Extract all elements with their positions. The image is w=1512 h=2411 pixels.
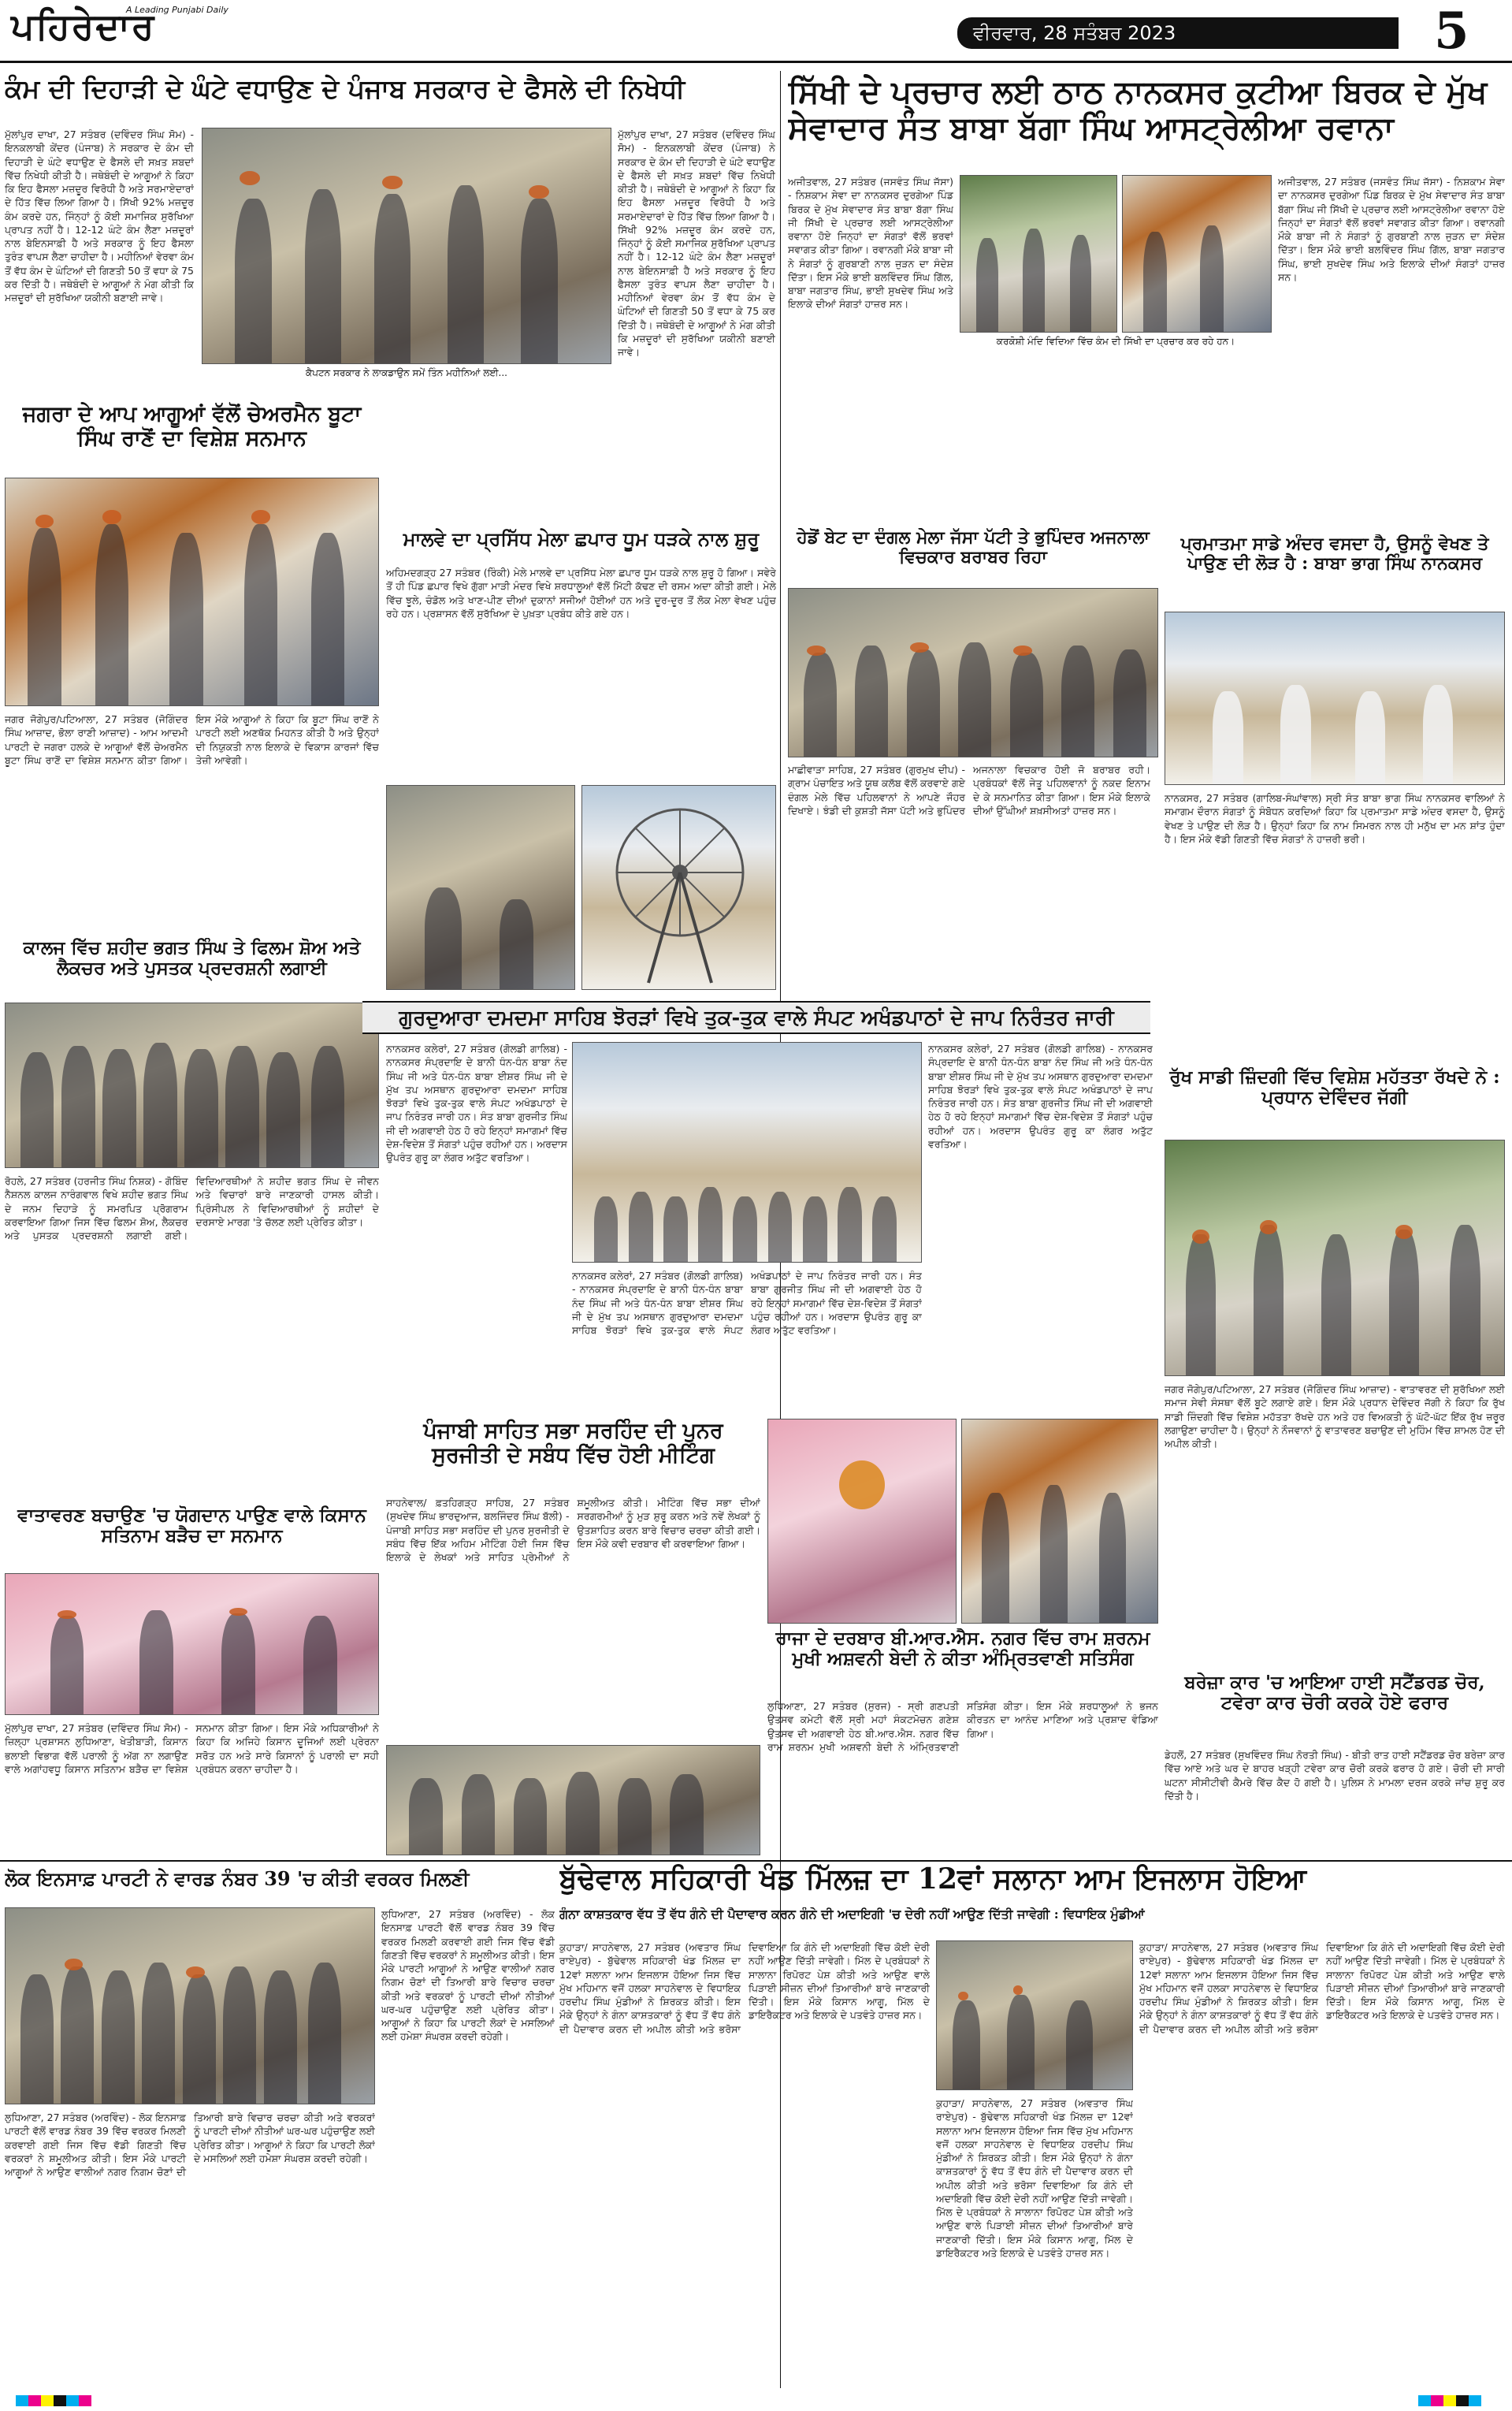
story-12-body bbox=[767, 1699, 1158, 1855]
story-headline: ਪੰਜਾਬੀ ਸਾਹਿਤ ਸਭਾ ਸਰਹਿੰਦ ਦੀ ਪੁਨਰ ਸੁਰਜੀਤੀ ਦੇ ਸਬੰਧ ਵਿੱਚ ਹੋਈ ਮੀਟਿੰਗ bbox=[423, 1419, 723, 1468]
story-15-body-cont-2 bbox=[1139, 1940, 1505, 2387]
color-registration-bar bbox=[16, 2394, 91, 2405]
story-9-photo bbox=[1165, 1140, 1505, 1376]
story-5-photo bbox=[788, 588, 1158, 757]
photo-caption: ਕੈਪਟਨ ਸਰਕਾਰ ਨੇ ਲਾਕਡਾਉਨ ਸਮੇਂ ਤਿੰਨ ਮਹੀਨਿਆਂ ਲਈ... bbox=[202, 367, 611, 396]
page-number: 5 bbox=[1434, 2, 1469, 61]
story-15-subhead-box bbox=[559, 1907, 1505, 1934]
story-14-photo bbox=[5, 1907, 375, 2104]
story-headline: ਮਾਲਵੇ ਦਾ ਪ੍ਰਸਿੱਧ ਮੇਲਾ ਛਪਾਰ ਧੂਮ ਧੜਕੇ ਨਾਲ ਸ਼ੁਰੂ bbox=[403, 528, 760, 550]
ferris-wheel-icon bbox=[582, 786, 776, 990]
story-text: ਰੋਹਲੇ, 27 ਸਤੰਬਰ (ਹਰਜੀਤ ਸਿੰਘ ਨਿਸ਼ਕ) - ਗੋਬਿੰਦ ਨੈਸ਼ਨਲ ਕਾਲਜ ਨਾਰੰਗਵਾਲ ਵਿਖੇ ਸ਼ਹੀਦ ਭਗਤ ਸਿੰਘ ਦੇ ਜਨਮ ਦਿਹਾੜੇ ਨੂੰ ਸਮਰਪਿਤ ਪ੍ਰੋਗਰਾਮ ਕਰਵਾਇਆ ਗਿਆ ਜਿਸ ਵਿੱਚ ਫਿਲਮ ਸ਼ੋਅ, ਲੈਕਚਰ ਅਤੇ ਪੁਸਤਕ ਪ੍ਰਦਰਸ਼ਨੀ ਲਗਾਈ ਗਈ। ਵਿਦਿਆਰਥੀਆਂ ਨੇ ਸ਼ਹੀਦ ਭਗਤ ਸਿੰਘ ਦੇ ਜੀਵਨ ਅਤੇ ਵਿਚਾਰਾਂ ਬਾਰੇ ਜਾਣਕਾਰੀ ਹਾਸਲ ਕੀਤੀ। ਪ੍ਰਿੰਸੀਪਲ ਨੇ ਵਿਦਿਆਰਥੀਆਂ ਨੂੰ ਸ਼ਹੀਦਾਂ ਦੇ ਦਰਸਾਏ ਮਾਰਗ 'ਤੇ ਚੱਲਣ ਲਈ ਪ੍ਰੇਰਿਤ ਕੀਤਾ। bbox=[5, 1175, 379, 1241]
story-headline: ਹੇਡੋਂ ਬੇਟ ਦਾ ਦੰਗਲ ਮੇਲਾ ਜੱਸਾ ਪੱਟੀ ਤੇ ਭੁਪਿੰਦਰ ਅਜਨਾਲਾ ਵਿਚਕਾਰ ਬਰਾਬਰ ਰਿਹਾ bbox=[797, 528, 1150, 568]
story-8-body-cont bbox=[572, 1269, 922, 1412]
story-text: ਅਜੀਤਵਾਲ, 27 ਸਤੰਬਰ (ਜਸਵੰਤ ਸਿੰਘ ਜੱਸਾ) - ਨਿਸ਼ਕਾਮ ਸੇਵਾ ਦਾ ਨਾਨਕਸਰ ਦੁਰਗੇਆ ਪਿੰਡ ਬਿਰਕ ਦੇ ਮੁੱਖ ਸੇਵਾਦਾਰ ਸੰਤ ਬਾਬਾ ਬੱਗਾ ਸਿੰਘ ਜੀ ਸਿੱਖੀ ਦੇ ਪ੍ਰਚਾਰ ਲਈ ਆਸਟ੍ਰੇਲੀਆ ਰਵਾਨਾ ਹੋਏ ਜਿਨ੍ਹਾਂ ਦਾ ਸੰਗਤਾਂ ਵੱਲੋਂ ਭਰਵਾਂ ਸਵਾਗਤ ਕੀਤਾ ਗਿਆ। ਰਵਾਨਗੀ ਮੌਕੇ ਬਾਬਾ ਜੀ ਨੇ ਸੰਗਤਾਂ ਨੂੰ ਗੁਰਬਾਣੀ ਨਾਲ ਜੁੜਨ ਦਾ ਸੰਦੇਸ਼ ਦਿੱਤਾ। ਇਸ ਮੌਕੇ ਭਾਈ ਬਲਵਿੰਦਰ ਸਿੰਘ ਗਿੱਲ, ਬਾਬਾ ਜਗਤਾਰ ਸਿੰਘ, ਭਾਈ ਸੁਖਦੇਵ ਸਿੰਘ ਅਤੇ ਇਲਾਕੇ ਦੀਆਂ ਸੰਗਤਾਂ ਹਾਜ਼ਰ ਸਨ। bbox=[1278, 176, 1505, 283]
story-7-headline-box bbox=[5, 938, 379, 998]
story-8-banner bbox=[362, 1001, 1150, 1034]
story-5-headline-box bbox=[788, 528, 1158, 583]
story-1-body-cont bbox=[618, 128, 775, 396]
story-headline: ਕਾਲਜ ਵਿੱਚ ਸ਼ਹੀਦ ਭਗਤ ਸਿੰਘ ਤੇ ਫਿਲਮ ਸ਼ੋਅ ਅਤੇ ਲੈਕਚਰ ਅਤੇ ਪੁਸਤਕ ਪ੍ਰਦਰਸ਼ਨੀ ਲਗਾਈ bbox=[23, 938, 361, 980]
story-14-headline-box bbox=[5, 1868, 548, 1903]
story-headline: ਸਿੱਖੀ ਦੇ ਪ੍ਰਚਾਰ ਲਈ ਠਾਠ ਨਾਨਕਸਰ ਕੁਟੀਆ ਬਿਰਕ ਦੇ ਮੁੱਖ ਸੇਵਾਦਾਰ ਸੰਤ ਬਾਬਾ ਬੱਗਾ ਸਿੰਘ ਆਸਟ੍ਰੇਲੀਆ ਰਵਾਨਾ bbox=[788, 74, 1488, 147]
story-9-body bbox=[1165, 1382, 1505, 1666]
story-text: ਲੁਧਿਆਣਾ, 27 ਸਤੰਬਰ (ਅਰਵਿੰਦ) - ਲੋਕ ਇਨਸਾਫ਼ ਪਾਰਟੀ ਵੱਲੋਂ ਵਾਰਡ ਨੰਬਰ 39 ਵਿੱਚ ਵਰਕਰ ਮਿਲਣੀ ਕਰਵਾਈ ਗਈ ਜਿਸ ਵਿੱਚ ਵੱਡੀ ਗਿਣਤੀ ਵਿੱਚ ਵਰਕਰਾਂ ਨੇ ਸ਼ਮੂਲੀਅਤ ਕੀਤੀ। ਇਸ ਮੌਕੇ ਪਾਰਟੀ ਆਗੂਆਂ ਨੇ ਆਉਣ ਵਾਲੀਆਂ ਨਗਰ ਨਿਗਮ ਚੋਣਾਂ ਦੀ ਤਿਆਰੀ ਬਾਰੇ ਵਿਚਾਰ ਚਰਚਾ ਕੀਤੀ ਅਤੇ ਵਰਕਰਾਂ ਨੂੰ ਪਾਰਟੀ ਦੀਆਂ ਨੀਤੀਆਂ ਘਰ-ਘਰ ਪਹੁੰਚਾਉਣ ਲਈ ਪ੍ਰੇਰਿਤ ਕੀਤਾ। ਆਗੂਆਂ ਨੇ ਕਿਹਾ ਕਿ ਪਾਰਟੀ ਲੋਕਾਂ ਦੇ ਮਸਲਿਆਂ ਲਈ ਹਮੇਸ਼ਾ ਸੰਘਰਸ਼ ਕਰਦੀ ਰਹੇਗੀ। bbox=[5, 2111, 375, 2178]
story-text: ਮੁੱਲਾਂਪੁਰ ਦਾਖਾ, 27 ਸਤੰਬਰ (ਦਵਿੰਦਰ ਸਿੰਘ ਸੋਮ) - ਜ਼ਿਲ੍ਹਾ ਪ੍ਰਸ਼ਾਸਨ ਲੁਧਿਆਣਾ, ਖੇਤੀਬਾੜੀ, ਕਿਸਾਨ ਭਲਾਈ ਵਿਭਾਗ ਵੱਲੋਂ ਪਰਾਲੀ ਨੂੰ ਅੱਗ ਨਾ ਲਗਾਉਣ ਵਾਲੇ ਅਗਾਂਹਵਧੂ ਕਿਸਾਨ ਸਤਿਨਾਮ ਬੜੈਚ ਦਾ ਵਿਸ਼ੇਸ਼ ਸਨਮਾਨ ਕੀਤਾ ਗਿਆ। ਇਸ ਮੌਕੇ ਅਧਿਕਾਰੀਆਂ ਨੇ ਕਿਹਾ ਕਿ ਅਜਿਹੇ ਕਿਸਾਨ ਦੂਜਿਆਂ ਲਈ ਪ੍ਰੇਰਨਾ ਸਰੋਤ ਹਨ ਅਤੇ ਸਾਰੇ ਕਿਸਾਨਾਂ ਨੂੰ ਪਰਾਲੀ ਦਾ ਸਹੀ ਪ੍ਰਬੰਧਨ ਕਰਨਾ ਚਾਹੀਦਾ ਹੈ। bbox=[5, 1722, 379, 1775]
story-text: ਮਾਛੀਵਾੜਾ ਸਾਹਿਬ, 27 ਸਤੰਬਰ (ਗੁਰਮੁਖ ਦੀਪ) - ਗ੍ਰਾਮ ਪੰਚਾਇਤ ਅਤੇ ਯੂਥ ਕਲੱਬ ਵੱਲੋਂ ਕਰਵਾਏ ਗਏ ਦੰਗਲ ਮੇਲੇ ਵਿੱਚ ਪਹਿਲਵਾਨਾਂ ਨੇ ਆਪਣੇ ਜੌਹਰ ਦਿਖਾਏ। ਝੰਡੀ ਦੀ ਕੁਸ਼ਤੀ ਜੱਸਾ ਪੱਟੀ ਅਤੇ ਭੁਪਿੰਦਰ ਅਜਨਾਲਾ ਵਿਚਕਾਰ ਹੋਈ ਜੋ ਬਰਾਬਰ ਰਹੀ। ਪ੍ਰਬੰਧਕਾਂ ਵੱਲੋਂ ਜੇਤੂ ਪਹਿਲਵਾਨਾਂ ਨੂੰ ਨਕਦ ਇਨਾਮ ਦੇ ਕੇ ਸਨਮਾਨਿਤ ਕੀਤਾ ਗਿਆ। ਇਸ ਮੌਕੇ ਇਲਾਕੇ ਦੀਆਂ ਉੱਘੀਆਂ ਸ਼ਖ਼ਸੀਅਤਾਂ ਹਾਜ਼ਰ ਸਨ। bbox=[788, 764, 1150, 817]
story-headline: ਲੋਕ ਇਨਸਾਫ਼ ਪਾਰਟੀ ਨੇ ਵਾਰਡ ਨੰਬਰ 39 'ਚ ਕੀਤੀ ਵਰਕਰ ਮਿਲਣੀ bbox=[5, 1868, 470, 1890]
story-headline: ਗੁਰਦੁਆਰਾ ਦਮਦਮਾ ਸਾਹਿਬ ਝੋਰੜਾਂ ਵਿਖੇ ਤੁਕ-ਤੁਕ ਵਾਲੇ ਸੰਪਟ ਅਖੰਡਪਾਠਾਂ ਦੇ ਜਾਪ ਨਿਰੰਤਰ ਜਾਰੀ bbox=[399, 1006, 1114, 1030]
story-1-photo bbox=[202, 128, 611, 364]
story-11-headline-box bbox=[5, 1505, 379, 1568]
story-3-photo bbox=[5, 478, 379, 706]
story-14-body bbox=[5, 2111, 375, 2387]
story-2-body-cont bbox=[1278, 175, 1505, 522]
story-4-headline-box bbox=[386, 528, 776, 563]
story-text: ਮੁੱਲਾਂਪੁਰ ਦਾਖਾ, 27 ਸਤੰਬਰ (ਦਵਿੰਦਰ ਸਿੰਘ ਸੋਮ) - ਇਨਕਲਾਬੀ ਕੇਂਦਰ (ਪੰਜਾਬ) ਨੇ ਸਰਕਾਰ ਦੇ ਕੰਮ ਦੀ ਦਿਹਾੜੀ ਦੇ ਘੰਟੇ ਵਧਾਉਣ ਦੇ ਫੈਸਲੇ ਦੀ ਸਖ਼ਤ ਸ਼ਬਦਾਂ ਵਿੱਚ ਨਿਖੇਧੀ ਕੀਤੀ ਹੈ। ਜਥੇਬੰਦੀ ਦੇ ਆਗੂਆਂ ਨੇ ਕਿਹਾ ਕਿ ਇਹ ਫੈਸਲਾ ਮਜ਼ਦੂਰ ਵਿਰੋਧੀ ਹੈ ਅਤੇ ਸਰਮਾਏਦਾਰਾਂ ਦੇ ਹਿੱਤ ਵਿੱਚ ਲਿਆ ਗਿਆ ਹੈ। ਸਿੱਖੀ 92% ਮਜ਼ਦੂਰ ਕੰਮ ਕਰਦੇ ਹਨ, ਜਿੰਨ੍ਹਾਂ ਨੂੰ ਕੋਈ ਸਮਾਜਿਕ ਸੁਰੱਖਿਆ ਪ੍ਰਾਪਤ ਨਹੀਂ ਹੈ। 12-12 ਘੰਟੇ ਕੰਮ ਲੈਣਾ ਮਜ਼ਦੂਰਾਂ ਨਾਲ ਬੇਇਨਸਾਫ਼ੀ ਹੈ ਅਤੇ ਸਰਕਾਰ ਨੂੰ ਇਹ ਫੈਸਲਾ ਤੁਰੰਤ ਵਾਪਸ ਲੈਣਾ ਚਾਹੀਦਾ ਹੈ। ਮਹੀਨਿਆਂ ਵੇਰਵਾ ਕੰਮ ਤੋਂ ਵੱਧ ਕੰਮ ਦੇ ਘੰਟਿਆਂ ਦੀ ਗਿਣਤੀ 50 ਤੋਂ ਵਧਾ ਕੇ 75 ਕਰ ਦਿੱਤੀ ਹੈ। ਜਥੇਬੰਦੀ ਦੇ ਆਗੂਆਂ ਨੇ ਮੰਗ ਕੀਤੀ ਕਿ ਮਜ਼ਦੂਰਾਂ ਦੀ ਸੁਰੱਖਿਆ ਯਕੀਨੀ ਬਣਾਈ ਜਾਵੇ। bbox=[5, 128, 194, 303]
story-headline: ਬੁੱਢੇਵਾਲ ਸਹਿਕਾਰੀ ਖੰਡ ਮਿੱਲਜ਼ ਦਾ 12ਵਾਂ ਸਲਾਨਾ ਆਮ ਇਜਲਾਸ ਹੋਇਆ bbox=[559, 1863, 1307, 1896]
story-11-photo bbox=[5, 1573, 379, 1715]
story-11-body bbox=[5, 1721, 379, 1855]
story-2-headline-box bbox=[788, 74, 1505, 169]
story-15-body bbox=[559, 1940, 930, 2387]
story-2-photo-2 bbox=[1122, 175, 1272, 333]
story-headline: ਜਗਰਾ ਦੇ ਆਪ ਆਗੂਆਂ ਵੱਲੋਂ ਚੇਅਰਮੈਨ ਬੂਟਾ ਸਿੰਘ ਰਾਣੋਂ ਦਾ ਵਿਸ਼ੇਸ਼ ਸਨਮਾਨ bbox=[22, 402, 362, 452]
story-7-body bbox=[5, 1174, 379, 1498]
color-registration-bar bbox=[1418, 2394, 1481, 2405]
story-12-photo-event bbox=[961, 1419, 1158, 1624]
story-text: ਜਗਰ ਜੋਗੇਪੁਰ/ਪਟਿਆਲਾ, 27 ਸਤੰਬਰ (ਜੋਗਿੰਦਰ ਸਿੰਘ ਆਜ਼ਾਦ, ਭੋਲਾ ਰਾਣੀ ਆਜ਼ਾਦ) - ਆਮ ਆਦਮੀ ਪਾਰਟੀ ਦੇ ਜਗਰਾ ਹਲਕੇ ਦੇ ਆਗੂਆਂ ਵੱਲੋਂ ਚੇਅਰਮੈਨ ਬੂਟਾ ਸਿੰਘ ਰਾਣੋਂ ਦਾ ਵਿਸ਼ੇਸ਼ ਸਨਮਾਨ ਕੀਤਾ ਗਿਆ। ਇਸ ਮੌਕੇ ਆਗੂਆਂ ਨੇ ਕਿਹਾ ਕਿ ਬੂਟਾ ਸਿੰਘ ਰਾਣੋਂ ਨੇ ਪਾਰਟੀ ਲਈ ਅਣਥੱਕ ਮਿਹਨਤ ਕੀਤੀ ਹੈ ਅਤੇ ਉਨ੍ਹਾਂ ਦੀ ਨਿਯੁਕਤੀ ਨਾਲ ਇਲਾਕੇ ਦੇ ਵਿਕਾਸ ਕਾਰਜਾਂ ਵਿੱਚ ਤੇਜ਼ੀ ਆਵੇਗੀ। bbox=[5, 713, 379, 766]
story-text: ਨਾਨਕਸਰ ਕਲੇਰਾਂ, 27 ਸਤੰਬਰ (ਗੋਲਡੀ ਗਾਲਿਬ) - ਨਾਨਕਸਰ ਸੰਪ੍ਰਦਾਇ ਦੇ ਬਾਨੀ ਧੰਨ-ਧੰਨ ਬਾਬਾ ਨੰਦ ਸਿੰਘ ਜੀ ਅਤੇ ਧੰਨ-ਧੰਨ ਬਾਬਾ ਈਸ਼ਰ ਸਿੰਘ ਜੀ ਦੇ ਮੁੱਖ ਤਪ ਅਸਥਾਨ ਗੁਰਦੁਆਰਾ ਦਮਦਮਾ ਸਾਹਿਬ ਝੋਰੜਾਂ ਵਿਖੇ ਤੁਕ-ਤੁਕ ਵਾਲੇ ਸੰਪਟ ਅਖੰਡਪਾਠਾਂ ਦੇ ਜਾਪ ਨਿਰੰਤਰ ਜਾਰੀ ਹਨ। ਸੰਤ ਬਾਬਾ ਗੁਰਜੀਤ ਸਿੰਘ ਜੀ ਦੀ ਅਗਵਾਈ ਹੇਠ ਹੋ ਰਹੇ ਇਨ੍ਹਾਂ ਸਮਾਗਮਾਂ ਵਿੱਚ ਦੇਸ਼-ਵਿਦੇਸ਼ ਤੋਂ ਸੰਗਤਾਂ ਪਹੁੰਚ ਰਹੀਆਂ ਹਨ। ਅਰਦਾਸ ਉਪਰੰਤ ਗੁਰੂ ਕਾ ਲੰਗਰ ਅਤੁੱਟ ਵਰਤਿਆ। bbox=[386, 1043, 567, 1163]
story-3-headline-box bbox=[5, 402, 379, 473]
story-text: ਡੇਹਲੋਂ, 27 ਸਤੰਬਰ (ਸੁਖਵਿੰਦਰ ਸਿੰਘ ਨੋਰਤੀ ਸਿੰਘ) - ਬੀਤੀ ਰਾਤ ਹਾਈ ਸਟੈਂਡਰਡ ਚੋਰ ਬਰੇਜ਼ਾ ਕਾਰ ਵਿੱਚ ਆਏ ਅਤੇ ਘਰ ਦੇ ਬਾਹਰ ਖੜ੍ਹੀ ਟਵੇਰਾ ਕਾਰ ਚੋਰੀ ਕਰਕੇ ਫਰਾਰ ਹੋ ਗਏ। ਚੋਰੀ ਦੀ ਸਾਰੀ ਘਟਨਾ ਸੀਸੀਟੀਵੀ ਕੈਮਰੇ ਵਿੱਚ ਕੈਦ ਹੋ ਗਈ ਹੈ। ਪੁਲਿਸ ਨੇ ਮਾਮਲਾ ਦਰਜ ਕਰਕੇ ਜਾਂਚ ਸ਼ੁਰੂ ਕਰ ਦਿੱਤੀ ਹੈ। bbox=[1165, 1749, 1505, 1802]
story-12-photo-idol bbox=[767, 1419, 957, 1624]
story-10-headline-box bbox=[386, 1419, 760, 1491]
photo-caption: ਕਰਕੋਸ਼ੀ ਮੰਦਿ ਵਿਦਿਆ ਵਿੱਚ ਕੰਮ ਦੀ ਸਿੱਖੀ ਦਾ ਪ੍ਰਚਾਰ ਕਰ ਰਹੇ ਹਨ। bbox=[960, 336, 1272, 364]
story-1-body bbox=[5, 128, 194, 396]
story-1-headline-box bbox=[5, 74, 773, 120]
story-text: ਕੁਹਾੜਾ/ ਸਾਹਨੇਵਾਲ, 27 ਸਤੰਬਰ (ਅਵਤਾਰ ਸਿੰਘ ਰਾਏਪੁਰ) - ਬੁੱਢੇਵਾਲ ਸਹਿਕਾਰੀ ਖੰਡ ਮਿੱਲਜ਼ ਦਾ 12ਵਾਂ ਸਲਾਨਾ ਆਮ ਇਜਲਾਸ ਹੋਇਆ ਜਿਸ ਵਿੱਚ ਮੁੱਖ ਮਹਿਮਾਨ ਵਜੋਂ ਹਲਕਾ ਸਾਹਨੇਵਾਲ ਦੇ ਵਿਧਾਇਕ ਹਰਦੀਪ ਸਿੰਘ ਮੁੰਡੀਆਂ ਨੇ ਸ਼ਿਰਕਤ ਕੀਤੀ। ਇਸ ਮੌਕੇ ਉਨ੍ਹਾਂ ਨੇ ਗੰਨਾ ਕਾਸ਼ਤਕਾਰਾਂ ਨੂੰ ਵੱਧ ਤੋਂ ਵੱਧ ਗੰਨੇ ਦੀ ਪੈਦਾਵਾਰ ਕਰਨ ਦੀ ਅਪੀਲ ਕੀਤੀ ਅਤੇ ਭਰੋਸਾ ਦਿਵਾਇਆ ਕਿ ਗੰਨੇ ਦੀ ਅਦਾਇਗੀ ਵਿੱਚ ਕੋਈ ਦੇਰੀ ਨਹੀਂ ਆਉਣ ਦਿੱਤੀ ਜਾਵੇਗੀ। ਮਿੱਲ ਦੇ ਪ੍ਰਬੰਧਕਾਂ ਨੇ ਸਾਲਾਨਾ ਰਿਪੋਰਟ ਪੇਸ਼ ਕੀਤੀ ਅਤੇ ਆਉਣ ਵਾਲੇ ਪਿੜਾਈ ਸੀਜ਼ਨ ਦੀਆਂ ਤਿਆਰੀਆਂ ਬਾਰੇ ਜਾਣਕਾਰੀ ਦਿੱਤੀ। ਇਸ ਮੌਕੇ ਕਿਸਾਨ ਆਗੂ, ਮਿੱਲ ਦੇ ਡਾਇਰੈਕਟਰ ਅਤੇ ਇਲਾਕੇ ਦੇ ਪਤਵੰਤੇ ਹਾਜ਼ਰ ਸਨ। bbox=[936, 2097, 1133, 2259]
newspaper-logo: ਪਹਿਰੇਦਾਰ bbox=[11, 5, 156, 47]
issue-date: ਵੀਰਵਾਰ, 28 ਸਤੰਬਰ 2023 bbox=[957, 17, 1399, 49]
story-4-photo-ferris-wheel bbox=[581, 785, 776, 990]
story-text: ਮੁੱਲਾਂਪੁਰ ਦਾਖਾ, 27 ਸਤੰਬਰ (ਦਵਿੰਦਰ ਸਿੰਘ ਸੋਮ) - ਇਨਕਲਾਬੀ ਕੇਂਦਰ (ਪੰਜਾਬ) ਨੇ ਸਰਕਾਰ ਦੇ ਕੰਮ ਦੀ ਦਿਹਾੜੀ ਦੇ ਘੰਟੇ ਵਧਾਉਣ ਦੇ ਫੈਸਲੇ ਦੀ ਸਖ਼ਤ ਸ਼ਬਦਾਂ ਵਿੱਚ ਨਿਖੇਧੀ ਕੀਤੀ ਹੈ। ਜਥੇਬੰਦੀ ਦੇ ਆਗੂਆਂ ਨੇ ਕਿਹਾ ਕਿ ਇਹ ਫੈਸਲਾ ਮਜ਼ਦੂਰ ਵਿਰੋਧੀ ਹੈ ਅਤੇ ਸਰਮਾਏਦਾਰਾਂ ਦੇ ਹਿੱਤ ਵਿੱਚ ਲਿਆ ਗਿਆ ਹੈ। ਸਿੱਖੀ 92% ਮਜ਼ਦੂਰ ਕੰਮ ਕਰਦੇ ਹਨ, ਜਿੰਨ੍ਹਾਂ ਨੂੰ ਕੋਈ ਸਮਾਜਿਕ ਸੁਰੱਖਿਆ ਪ੍ਰਾਪਤ ਨਹੀਂ ਹੈ। 12-12 ਘੰਟੇ ਕੰਮ ਲੈਣਾ ਮਜ਼ਦੂਰਾਂ ਨਾਲ ਬੇਇਨਸਾਫ਼ੀ ਹੈ ਅਤੇ ਸਰਕਾਰ ਨੂੰ ਇਹ ਫੈਸਲਾ ਤੁਰੰਤ ਵਾਪਸ ਲੈਣਾ ਚਾਹੀਦਾ ਹੈ। ਮਹੀਨਿਆਂ ਵੇਰਵਾ ਕੰਮ ਤੋਂ ਵੱਧ ਕੰਮ ਦੇ ਘੰਟਿਆਂ ਦੀ ਗਿਣਤੀ 50 ਤੋਂ ਵਧਾ ਕੇ 75 ਕਰ ਦਿੱਤੀ ਹੈ। ਜਥੇਬੰਦੀ ਦੇ ਆਗੂਆਂ ਨੇ ਮੰਗ ਕੀਤੀ ਕਿ ਮਜ਼ਦੂਰਾਂ ਦੀ ਸੁਰੱਖਿਆ ਯਕੀਨੀ ਬਣਾਈ ਜਾਵੇ। bbox=[618, 128, 775, 358]
story-headline: ਕੰਮ ਦੀ ਦਿਹਾੜੀ ਦੇ ਘੰਟੇ ਵਧਾਉਣ ਦੇ ਪੰਜਾਬ ਸਰਕਾਰ ਦੇ ਫੈਸਲੇ ਦੀ ਨਿਖੇਧੀ bbox=[5, 74, 685, 104]
story-15-photo bbox=[936, 1940, 1133, 2090]
story-3-body bbox=[5, 713, 379, 933]
story-8-body-cont-2 bbox=[928, 1042, 1153, 1412]
story-4-photo-crowd bbox=[386, 785, 575, 990]
story-text: ਨਾਨਕਸਰ, 27 ਸਤੰਬਰ (ਗਾਲਿਬ-ਸੰਘਾਂਵਾਲ) ਸ੍ਰੀ ਸੰਤ ਬਾਬਾ ਭਾਗ ਸਿੰਘ ਨਾਨਕਸਰ ਵਾਲਿਆਂ ਨੇ ਸਮਾਗਮ ਦੌਰਾਨ ਸੰਗਤਾਂ ਨੂੰ ਸੰਬੋਧਨ ਕਰਦਿਆਂ ਕਿਹਾ ਕਿ ਪ੍ਰਮਾਤਮਾ ਸਾਡੇ ਅੰਦਰ ਵਸਦਾ ਹੈ, ਉਸਨੂੰ ਵੇਖਣ ਤੇ ਪਾਉਣ ਦੀ ਲੋੜ ਹੈ। ਉਨ੍ਹਾਂ ਕਿਹਾ ਕਿ ਨਾਮ ਸਿਮਰਨ ਨਾਲ ਹੀ ਮਨੁੱਖ ਦਾ ਮਨ ਸ਼ਾਂਤ ਹੁੰਦਾ ਹੈ। ਇਸ ਮੌਕੇ ਵੱਡੀ ਗਿਣਤੀ ਵਿੱਚ ਸੰਗਤਾਂ ਨੇ ਹਾਜ਼ਰੀ ਭਰੀ। bbox=[1165, 792, 1505, 845]
story-headline: ਪ੍ਰਮਾਤਮਾ ਸਾਡੇ ਅੰਦਰ ਵਸਦਾ ਹੈ, ਉਸਨੂੰ ਵੇਖਣ ਤੇ ਪਾਉਣ ਦੀ ਲੋੜ ਹੈ : ਬਾਬਾ ਭਾਗ ਸਿੰਘ ਨਾਨਕਸਰ bbox=[1180, 534, 1489, 575]
story-6-headline-box bbox=[1165, 534, 1505, 607]
story-13-headline-box bbox=[1165, 1672, 1505, 1743]
story-text: ਲੁਧਿਆਣਾ, 27 ਸਤੰਬਰ (ਸੁਰਜ) - ਸ੍ਰੀ ਗਣਪਤੀ ਉਤਸਵ ਕਮੇਟੀ ਵੱਲੋਂ ਸ੍ਰੀ ਮਹਾਂ ਸੰਕਟਮੋਚਨ ਗਣੇਸ਼ ਉਤਸਵ ਦੀ ਅਗਵਾਈ ਹੇਠ ਬੀ.ਆਰ.ਐਸ. ਨਗਰ ਵਿੱਚ ਰਾਮ ਸ਼ਰਨਮ ਮੁਖੀ ਅਸ਼ਵਨੀ ਬੇਦੀ ਨੇ ਅੰਮ੍ਰਿਤਵਾਣੀ ਸਤਿਸੰਗ ਕੀਤਾ। ਇਸ ਮੌਕੇ ਸ਼ਰਧਾਲੂਆਂ ਨੇ ਭਜਨ ਕੀਰਤਨ ਦਾ ਆਨੰਦ ਮਾਣਿਆ ਅਤੇ ਪ੍ਰਸ਼ਾਦ ਵੰਡਿਆ ਗਿਆ। bbox=[767, 1700, 1158, 1753]
story-text: ਜਗਰ ਜੋਗੇਪੁਰ/ਪਟਿਆਲਾ, 27 ਸਤੰਬਰ (ਜੋਗਿੰਦਰ ਸਿੰਘ ਆਜ਼ਾਦ) - ਵਾਤਾਵਰਣ ਦੀ ਸੁਰੱਖਿਆ ਲਈ ਸਮਾਜ ਸੇਵੀ ਸੰਸਥਾ ਵੱਲੋਂ ਬੂਟੇ ਲਗਾਏ ਗਏ। ਇਸ ਮੌਕੇ ਪ੍ਰਧਾਨ ਦੇਵਿੰਦਰ ਜੱਗੀ ਨੇ ਕਿਹਾ ਕਿ ਰੁੱਖ ਸਾਡੀ ਜ਼ਿੰਦਗੀ ਵਿੱਚ ਵਿਸ਼ੇਸ਼ ਮਹੱਤਤਾ ਰੱਖਦੇ ਹਨ ਅਤੇ ਹਰ ਵਿਅਕਤੀ ਨੂੰ ਘੱਟੋ-ਘੱਟ ਇੱਕ ਰੁੱਖ ਜ਼ਰੂਰ ਲਗਾਉਣਾ ਚਾਹੀਦਾ ਹੈ। ਉਨ੍ਹਾਂ ਨੇ ਨੌਜਵਾਨਾਂ ਨੂੰ ਵਾਤਾਵਰਣ ਬਚਾਉਣ ਦੀ ਮੁਹਿੰਮ ਵਿੱਚ ਸ਼ਾਮਲ ਹੋਣ ਦੀ ਅਪੀਲ ਕੀਤੀ। bbox=[1165, 1383, 1505, 1449]
story-headline: ਰਾਜਾ ਦੇ ਦਰਬਾਰ ਬੀ.ਆਰ.ਐਸ. ਨਗਰ ਵਿੱਚ ਰਾਮ ਸ਼ਰਨਮ ਮੁਖੀ ਅਸ਼ਵਨੀ ਬੇਦੀ ਨੇ ਕੀਤਾ ਅੰਮ੍ਰਿਤਵਾਣੀ ਸਤਿਸੰਗ bbox=[775, 1628, 1150, 1670]
story-text: ਲੁਧਿਆਣਾ, 27 ਸਤੰਬਰ (ਅਰਵਿੰਦ) - ਲੋਕ ਇਨਸਾਫ਼ ਪਾਰਟੀ ਵੱਲੋਂ ਵਾਰਡ ਨੰਬਰ 39 ਵਿੱਚ ਵਰਕਰ ਮਿਲਣੀ ਕਰਵਾਈ ਗਈ ਜਿਸ ਵਿੱਚ ਵੱਡੀ ਗਿਣਤੀ ਵਿੱਚ ਵਰਕਰਾਂ ਨੇ ਸ਼ਮੂਲੀਅਤ ਕੀਤੀ। ਇਸ ਮੌਕੇ ਪਾਰਟੀ ਆਗੂਆਂ ਨੇ ਆਉਣ ਵਾਲੀਆਂ ਨਗਰ ਨਿਗਮ ਚੋਣਾਂ ਦੀ ਤਿਆਰੀ ਬਾਰੇ ਵਿਚਾਰ ਚਰਚਾ ਕੀਤੀ ਅਤੇ ਵਰਕਰਾਂ ਨੂੰ ਪਾਰਟੀ ਦੀਆਂ ਨੀਤੀਆਂ ਘਰ-ਘਰ ਪਹੁੰਚਾਉਣ ਲਈ ਪ੍ਰੇਰਿਤ ਕੀਤਾ। ਆਗੂਆਂ ਨੇ ਕਿਹਾ ਕਿ ਪਾਰਟੀ ਲੋਕਾਂ ਦੇ ਮਸਲਿਆਂ ਲਈ ਹਮੇਸ਼ਾ ਸੰਘਰਸ਼ ਕਰਦੀ ਰਹੇਗੀ। bbox=[381, 1908, 555, 2043]
masthead bbox=[0, 0, 1512, 63]
story-15-headline-box bbox=[559, 1863, 1505, 1904]
story-headline: ਬਰੇਜ਼ਾ ਕਾਰ 'ਚ ਆਇਆ ਹਾਈ ਸਟੈਂਡਰਡ ਚੋਰ, ਟਵੇਰਾ ਕਾਰ ਚੋਰੀ ਕਰਕੇ ਹੋਏ ਫਰਾਰ bbox=[1184, 1672, 1485, 1714]
story-8-body bbox=[386, 1042, 567, 1412]
story-8-photo bbox=[572, 1042, 922, 1263]
story-text: ਅਜੀਤਵਾਲ, 27 ਸਤੰਬਰ (ਜਸਵੰਤ ਸਿੰਘ ਜੱਸਾ) - ਨਿਸ਼ਕਾਮ ਸੇਵਾ ਦਾ ਨਾਨਕਸਰ ਦੁਰਗੇਆ ਪਿੰਡ ਬਿਰਕ ਦੇ ਮੁੱਖ ਸੇਵਾਦਾਰ ਸੰਤ ਬਾਬਾ ਬੱਗਾ ਸਿੰਘ ਜੀ ਸਿੱਖੀ ਦੇ ਪ੍ਰਚਾਰ ਲਈ ਆਸਟ੍ਰੇਲੀਆ ਰਵਾਨਾ ਹੋਏ ਜਿਨ੍ਹਾਂ ਦਾ ਸੰਗਤਾਂ ਵੱਲੋਂ ਭਰਵਾਂ ਸਵਾਗਤ ਕੀਤਾ ਗਿਆ। ਰਵਾਨਗੀ ਮੌਕੇ ਬਾਬਾ ਜੀ ਨੇ ਸੰਗਤਾਂ ਨੂੰ ਗੁਰਬਾਣੀ ਨਾਲ ਜੁੜਨ ਦਾ ਸੰਦੇਸ਼ ਦਿੱਤਾ। ਇਸ ਮੌਕੇ ਭਾਈ ਬਲਵਿੰਦਰ ਸਿੰਘ ਗਿੱਲ, ਬਾਬਾ ਜਗਤਾਰ ਸਿੰਘ, ਭਾਈ ਸੁਖਦੇਵ ਸਿੰਘ ਅਤੇ ਇਲਾਕੇ ਦੀਆਂ ਸੰਗਤਾਂ ਹਾਜ਼ਰ ਸਨ। bbox=[788, 176, 953, 311]
story-6-photo bbox=[1165, 612, 1505, 785]
story-2-body bbox=[788, 175, 953, 506]
story-text: ਸਾਹਨੇਵਾਲ/ ਫ਼ਤਹਿਗੜ੍ਹ ਸਾਹਿਬ, 27 ਸਤੰਬਰ (ਸੁਖਦੇਵ ਸਿੰਘ ਭਾਰਦੁਆਜ, ਬਲਜਿੰਦਰ ਸਿੰਘ ਬੱਲੀ) - ਪੰਜਾਬੀ ਸਾਹਿਤ ਸਭਾ ਸਰਹਿੰਦ ਦੀ ਪੁਨਰ ਸੁਰਜੀਤੀ ਦੇ ਸਬੰਧ ਵਿੱਚ ਇੱਕ ਅਹਿਮ ਮੀਟਿੰਗ ਹੋਈ ਜਿਸ ਵਿੱਚ ਇਲਾਕੇ ਦੇ ਲੇਖਕਾਂ ਅਤੇ ਸਾਹਿਤ ਪ੍ਰੇਮੀਆਂ ਨੇ ਸ਼ਮੂਲੀਅਤ ਕੀਤੀ। ਮੀਟਿੰਗ ਵਿੱਚ ਸਭਾ ਦੀਆਂ ਸਰਗਰਮੀਆਂ ਨੂੰ ਮੁੜ ਸ਼ੁਰੂ ਕਰਨ ਅਤੇ ਨਵੇਂ ਲੇਖਕਾਂ ਨੂੰ ਉਤਸ਼ਾਹਿਤ ਕਰਨ ਬਾਰੇ ਵਿਚਾਰ ਚਰਚਾ ਕੀਤੀ ਗਈ। ਇਸ ਮੌਕੇ ਕਵੀ ਦਰਬਾਰ ਵੀ ਕਰਵਾਇਆ ਗਿਆ। bbox=[386, 1497, 760, 1563]
story-9-headline-box bbox=[1165, 1067, 1505, 1135]
story-5-body bbox=[788, 763, 1150, 992]
story-4-body bbox=[386, 566, 776, 779]
story-2-photo-1 bbox=[960, 175, 1117, 333]
story-subheadline: ਗੰਨਾ ਕਾਸ਼ਤਕਾਰ ਵੱਧ ਤੋਂ ਵੱਧ ਗੰਨੇ ਦੀ ਪੈਦਾਵਾਰ ਕਰਨ ਗੰਨੇ ਦੀ ਅਦਾਇਗੀ 'ਚ ਦੇਰੀ ਨਹੀਂ ਆਉਣ ਦਿੱਤੀ ਜਾਵੇਗੀ : ਵਿਧਾਇਕ ਮੁੰਡੀਆਂ bbox=[559, 1907, 1145, 1922]
story-text: ਨਾਨਕਸਰ ਕਲੇਰਾਂ, 27 ਸਤੰਬਰ (ਗੋਲਡੀ ਗਾਲਿਬ) - ਨਾਨਕਸਰ ਸੰਪ੍ਰਦਾਇ ਦੇ ਬਾਨੀ ਧੰਨ-ਧੰਨ ਬਾਬਾ ਨੰਦ ਸਿੰਘ ਜੀ ਅਤੇ ਧੰਨ-ਧੰਨ ਬਾਬਾ ਈਸ਼ਰ ਸਿੰਘ ਜੀ ਦੇ ਮੁੱਖ ਤਪ ਅਸਥਾਨ ਗੁਰਦੁਆਰਾ ਦਮਦਮਾ ਸਾਹਿਬ ਝੋਰੜਾਂ ਵਿਖੇ ਤੁਕ-ਤੁਕ ਵਾਲੇ ਸੰਪਟ ਅਖੰਡਪਾਠਾਂ ਦੇ ਜਾਪ ਨਿਰੰਤਰ ਜਾਰੀ ਹਨ। ਸੰਤ ਬਾਬਾ ਗੁਰਜੀਤ ਸਿੰਘ ਜੀ ਦੀ ਅਗਵਾਈ ਹੇਠ ਹੋ ਰਹੇ ਇਨ੍ਹਾਂ ਸਮਾਗਮਾਂ ਵਿੱਚ ਦੇਸ਼-ਵਿਦੇਸ਼ ਤੋਂ ਸੰਗਤਾਂ ਪਹੁੰਚ ਰਹੀਆਂ ਹਨ। ਅਰਦਾਸ ਉਪਰੰਤ ਗੁਰੂ ਕਾ ਲੰਗਰ ਅਤੁੱਟ ਵਰਤਿਆ। bbox=[572, 1270, 922, 1336]
story-text: ਅਹਿਮਦਗੜ੍ਹ 27 ਸਤੰਬਰ (ਰਿੰਕੀ) ਮੇਲੇ ਮਾਲਵੇ ਦਾ ਪ੍ਰਸਿੱਧ ਮੇਲਾ ਛਪਾਰ ਧੂਮ ਧੜਕੇ ਨਾਲ ਸ਼ੁਰੂ ਹੋ ਗਿਆ। ਸਵੇਰੇ ਤੋਂ ਹੀ ਪਿੰਡ ਛਪਾਰ ਵਿਖੇ ਗੁੱਗਾ ਮਾੜੀ ਮੰਦਰ ਵਿਖੇ ਸ਼ਰਧਾਲੂਆਂ ਵੱਲੋਂ ਮਿੱਟੀ ਕੱਢਣ ਦੀ ਰਸਮ ਅਦਾ ਕੀਤੀ ਗਈ। ਮੇਲੇ ਵਿੱਚ ਝੂਲੇ, ਚੰਡੋਲ ਅਤੇ ਖਾਣ-ਪੀਣ ਦੀਆਂ ਦੁਕਾਨਾਂ ਸਜੀਆਂ ਹੋਈਆਂ ਹਨ ਅਤੇ ਦੂਰ-ਦੂਰ ਤੋਂ ਲੋਕ ਮੇਲਾ ਵੇਖਣ ਪਹੁੰਚ ਰਹੇ ਹਨ। ਪ੍ਰਸ਼ਾਸਨ ਵੱਲੋਂ ਸੁਰੱਖਿਆ ਦੇ ਪੁਖ਼ਤਾ ਪ੍ਰਬੰਧ ਕੀਤੇ ਗਏ ਹਨ। bbox=[386, 567, 776, 619]
story-14-body-cont bbox=[381, 1907, 555, 2387]
story-6-body bbox=[1165, 791, 1505, 1059]
story-15-body-cont bbox=[936, 2097, 1133, 2387]
story-headline: ਵਾਤਾਵਰਣ ਬਚਾਉਣ 'ਚ ਯੋਗਦਾਨ ਪਾਉਣ ਵਾਲੇ ਕਿਸਾਨ ਸਤਿਨਾਮ ਬੜੈਚ ਦਾ ਸਨਮਾਨ bbox=[17, 1505, 366, 1547]
story-text: ਕੁਹਾੜਾ/ ਸਾਹਨੇਵਾਲ, 27 ਸਤੰਬਰ (ਅਵਤਾਰ ਸਿੰਘ ਰਾਏਪੁਰ) - ਬੁੱਢੇਵਾਲ ਸਹਿਕਾਰੀ ਖੰਡ ਮਿੱਲਜ਼ ਦਾ 12ਵਾਂ ਸਲਾਨਾ ਆਮ ਇਜਲਾਸ ਹੋਇਆ ਜਿਸ ਵਿੱਚ ਮੁੱਖ ਮਹਿਮਾਨ ਵਜੋਂ ਹਲਕਾ ਸਾਹਨੇਵਾਲ ਦੇ ਵਿਧਾਇਕ ਹਰਦੀਪ ਸਿੰਘ ਮੁੰਡੀਆਂ ਨੇ ਸ਼ਿਰਕਤ ਕੀਤੀ। ਇਸ ਮੌਕੇ ਉਨ੍ਹਾਂ ਨੇ ਗੰਨਾ ਕਾਸ਼ਤਕਾਰਾਂ ਨੂੰ ਵੱਧ ਤੋਂ ਵੱਧ ਗੰਨੇ ਦੀ ਪੈਦਾਵਾਰ ਕਰਨ ਦੀ ਅਪੀਲ ਕੀਤੀ ਅਤੇ ਭਰੋਸਾ ਦਿਵਾਇਆ ਕਿ ਗੰਨੇ ਦੀ ਅਦਾਇਗੀ ਵਿੱਚ ਕੋਈ ਦੇਰੀ ਨਹੀਂ ਆਉਣ ਦਿੱਤੀ ਜਾਵੇਗੀ। ਮਿੱਲ ਦੇ ਪ੍ਰਬੰਧਕਾਂ ਨੇ ਸਾਲਾਨਾ ਰਿਪੋਰਟ ਪੇਸ਼ ਕੀਤੀ ਅਤੇ ਆਉਣ ਵਾਲੇ ਪਿੜਾਈ ਸੀਜ਼ਨ ਦੀਆਂ ਤਿਆਰੀਆਂ ਬਾਰੇ ਜਾਣਕਾਰੀ ਦਿੱਤੀ। ਇਸ ਮੌਕੇ ਕਿਸਾਨ ਆਗੂ, ਮਿੱਲ ਦੇ ਡਾਇਰੈਕਟਰ ਅਤੇ ਇਲਾਕੇ ਦੇ ਪਤਵੰਤੇ ਹਾਜ਼ਰ ਸਨ। bbox=[559, 1941, 930, 2035]
newspaper-tagline: A Leading Punjabi Daily bbox=[126, 5, 228, 15]
story-13-body bbox=[1165, 1748, 1505, 1855]
story-12-headline-box bbox=[767, 1628, 1158, 1695]
story-text: ਨਾਨਕਸਰ ਕਲੇਰਾਂ, 27 ਸਤੰਬਰ (ਗੋਲਡੀ ਗਾਲਿਬ) - ਨਾਨਕਸਰ ਸੰਪ੍ਰਦਾਇ ਦੇ ਬਾਨੀ ਧੰਨ-ਧੰਨ ਬਾਬਾ ਨੰਦ ਸਿੰਘ ਜੀ ਅਤੇ ਧੰਨ-ਧੰਨ ਬਾਬਾ ਈਸ਼ਰ ਸਿੰਘ ਜੀ ਦੇ ਮੁੱਖ ਤਪ ਅਸਥਾਨ ਗੁਰਦੁਆਰਾ ਦਮਦਮਾ ਸਾਹਿਬ ਝੋਰੜਾਂ ਵਿਖੇ ਤੁਕ-ਤੁਕ ਵਾਲੇ ਸੰਪਟ ਅਖੰਡਪਾਠਾਂ ਦੇ ਜਾਪ ਨਿਰੰਤਰ ਜਾਰੀ ਹਨ। ਸੰਤ ਬਾਬਾ ਗੁਰਜੀਤ ਸਿੰਘ ਜੀ ਦੀ ਅਗਵਾਈ ਹੇਠ ਹੋ ਰਹੇ ਇਨ੍ਹਾਂ ਸਮਾਗਮਾਂ ਵਿੱਚ ਦੇਸ਼-ਵਿਦੇਸ਼ ਤੋਂ ਸੰਗਤਾਂ ਪਹੁੰਚ ਰਹੀਆਂ ਹਨ। ਅਰਦਾਸ ਉਪਰੰਤ ਗੁਰੂ ਕਾ ਲੰਗਰ ਅਤੁੱਟ ਵਰਤਿਆ। bbox=[928, 1043, 1153, 1150]
story-text: ਕੁਹਾੜਾ/ ਸਾਹਨੇਵਾਲ, 27 ਸਤੰਬਰ (ਅਵਤਾਰ ਸਿੰਘ ਰਾਏਪੁਰ) - ਬੁੱਢੇਵਾਲ ਸਹਿਕਾਰੀ ਖੰਡ ਮਿੱਲਜ਼ ਦਾ 12ਵਾਂ ਸਲਾਨਾ ਆਮ ਇਜਲਾਸ ਹੋਇਆ ਜਿਸ ਵਿੱਚ ਮੁੱਖ ਮਹਿਮਾਨ ਵਜੋਂ ਹਲਕਾ ਸਾਹਨੇਵਾਲ ਦੇ ਵਿਧਾਇਕ ਹਰਦੀਪ ਸਿੰਘ ਮੁੰਡੀਆਂ ਨੇ ਸ਼ਿਰਕਤ ਕੀਤੀ। ਇਸ ਮੌਕੇ ਉਨ੍ਹਾਂ ਨੇ ਗੰਨਾ ਕਾਸ਼ਤਕਾਰਾਂ ਨੂੰ ਵੱਧ ਤੋਂ ਵੱਧ ਗੰਨੇ ਦੀ ਪੈਦਾਵਾਰ ਕਰਨ ਦੀ ਅਪੀਲ ਕੀਤੀ ਅਤੇ ਭਰੋਸਾ ਦਿਵਾਇਆ ਕਿ ਗੰਨੇ ਦੀ ਅਦਾਇਗੀ ਵਿੱਚ ਕੋਈ ਦੇਰੀ ਨਹੀਂ ਆਉਣ ਦਿੱਤੀ ਜਾਵੇਗੀ। ਮਿੱਲ ਦੇ ਪ੍ਰਬੰਧਕਾਂ ਨੇ ਸਾਲਾਨਾ ਰਿਪੋਰਟ ਪੇਸ਼ ਕੀਤੀ ਅਤੇ ਆਉਣ ਵਾਲੇ ਪਿੜਾਈ ਸੀਜ਼ਨ ਦੀਆਂ ਤਿਆਰੀਆਂ ਬਾਰੇ ਜਾਣਕਾਰੀ ਦਿੱਤੀ। ਇਸ ਮੌਕੇ ਕਿਸਾਨ ਆਗੂ, ਮਿੱਲ ਦੇ ਡਾਇਰੈਕਟਰ ਅਤੇ ਇਲਾਕੇ ਦੇ ਪਤਵੰਤੇ ਹਾਜ਼ਰ ਸਨ। bbox=[1139, 1941, 1505, 2035]
story-10-body bbox=[386, 1496, 760, 1740]
story-10-photo bbox=[386, 1745, 760, 1855]
story-headline: ਰੁੱਖ ਸਾਡੀ ਜ਼ਿੰਦਗੀ ਵਿੱਚ ਵਿਸ਼ੇਸ਼ ਮਹੱਤਤਾ ਰੱਖਦੇ ਨੇ : ਪ੍ਰਧਾਨ ਦੇਵਿੰਦਰ ਜੱਗੀ bbox=[1169, 1067, 1500, 1109]
section-rule bbox=[0, 1860, 1512, 1862]
story-7-photo bbox=[5, 1003, 379, 1168]
